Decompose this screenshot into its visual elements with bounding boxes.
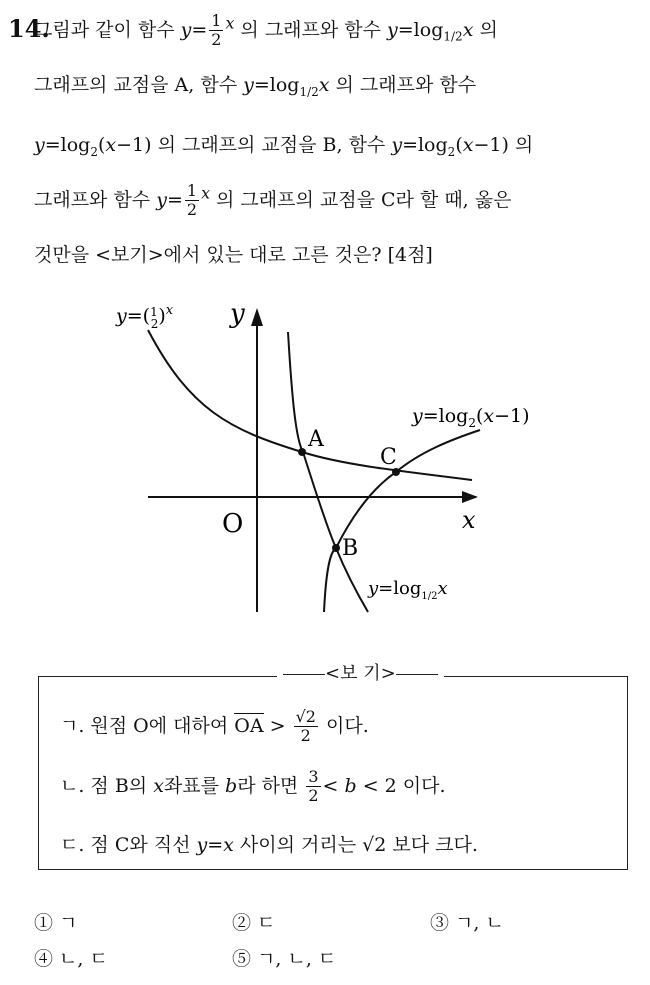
curve-log-half-label [367, 578, 448, 602]
bogi-item-2: ㄴ. 점 B의 x좌표를 b라 하면 $\frac{3}{2}$ < b < 2 이다. [60, 767, 446, 806]
question-number: 14. [8, 14, 50, 43]
question-line-3: $y=\log_2(x-1)$ 의 그래프의 교점을 B, 함수 $y=\log_2(x-1)$ 의 [34, 134, 534, 159]
question-line-5: 것만을 <보기>에서 있는 대로 고른 것은? [4점] [34, 244, 433, 266]
choice-1[interactable]: ① ㄱ [34, 912, 78, 934]
curve-log2-label [411, 405, 530, 430]
bogi-item-3: ㄷ. 점 C와 직선 y=x 사이의 거리는 √2 보다 크다. [60, 834, 478, 856]
x-axis-arrow [462, 491, 478, 503]
bogi-title: <보 기> [277, 659, 444, 685]
bogi-item-1: ㄱ. 원점 O에 대하여 OA > $\frac{√2}{2}$ 이다. [60, 707, 369, 746]
point-a-dot [298, 448, 306, 456]
choice-3[interactable]: ③ ㄱ, ㄴ [430, 912, 504, 934]
origin-label: O [222, 509, 244, 539]
choice-5[interactable]: ⑤ ㄱ, ㄴ, ㄷ [232, 948, 337, 970]
choice-4[interactable]: ④ ㄴ, ㄷ [34, 948, 108, 970]
svg-text:y=log1/2x: $y=\log_{1/2}x$ [368, 578, 448, 602]
point-a-label: A [308, 427, 324, 452]
choice-2[interactable]: ② ㄷ [232, 912, 276, 934]
question-line-1: 그림과 같이 함수 y= $\frac{1}{2}$ $^x$ 의 그래프와 함수 $y=\log_{1/2}x$ 의 [34, 11, 498, 50]
function-graph [100, 290, 540, 620]
point-b-dot [332, 544, 340, 552]
point-b-label: B [342, 536, 359, 561]
curve-exp-half-label [115, 303, 174, 331]
y-axis-arrow [251, 308, 263, 326]
question-line-2: 그래프의 교점을 A, 함수 $y=\log_{1/2}x$ 의 그래프와 함수 [34, 74, 477, 99]
point-c-label: C [380, 445, 397, 470]
svg-text:y=(12)x: y=($^1$ 2)$^x$ [116, 303, 174, 331]
x-axis-label: x [462, 506, 476, 534]
question-line-4: 그래프와 함수 y= $\frac{1}{2}$ $^x$ 의 그래프의 교점을 C라 할 때, 옳은 [34, 181, 512, 220]
svg-text:y=log2(x−1): $y=\log_2(x-1)$ [412, 405, 530, 430]
y-axis-label: y [230, 299, 245, 329]
